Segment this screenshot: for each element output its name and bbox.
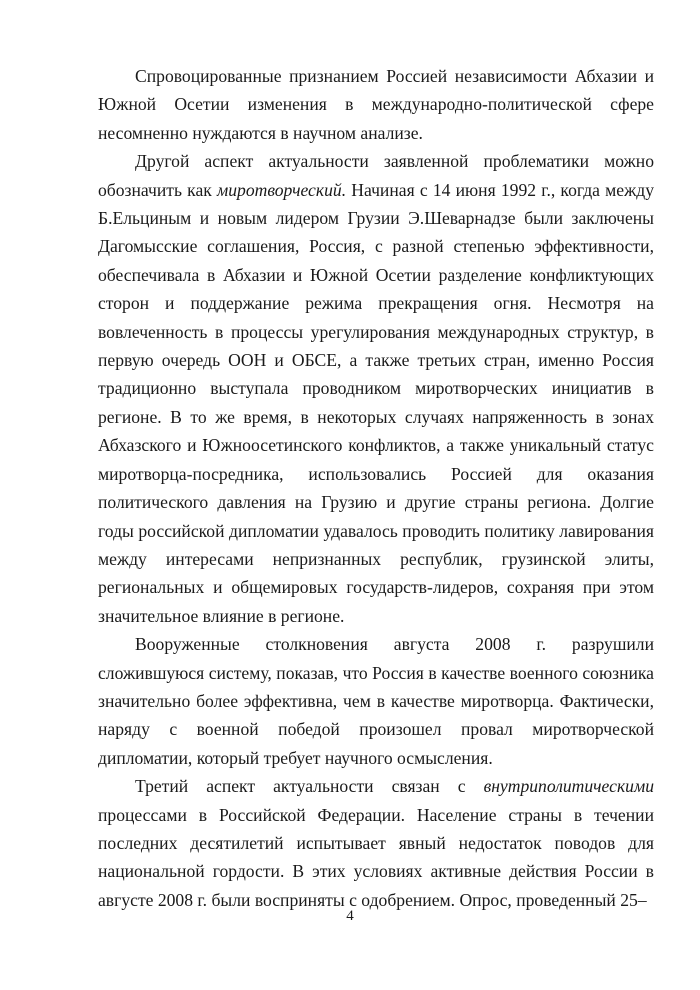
paragraph-2-italic-term: миротворческий.: [217, 179, 347, 200]
page-number: 4: [346, 908, 354, 924]
paragraph-4-italic-term: внутриполитическими: [483, 776, 654, 797]
paragraph-1-text: Спровоцированные признанием Россией независимости Абхазии и Южной Осетии изменения в международно-политической сфере несомненно нуждаются в научном анализе.: [98, 66, 654, 143]
paragraph-2: [98, 147, 654, 630]
body-text: [98, 62, 654, 914]
paragraph-4: [98, 772, 654, 914]
paragraph-3-text: Вооруженные столкновения августа 2008 г. разрушили сложившуюся систему, показав, что Россия в качестве военного союзника значительно более эффективна, чем в качестве миротворца. Фактически, наряду с военной победой произошел провал миротворческой дипломатии, который требует научного осмысления.: [98, 634, 654, 768]
paragraph-4-text-start: Третий аспект актуальности связан с: [135, 776, 484, 797]
paragraph-3: [98, 630, 654, 772]
paragraph-4-text-end: процессами в Российской Федерации. Население страны в течении последних десятилетий испытывает явный недостаток поводов для национальной гордости. В этих условиях активные действия России в августе 2008 г. были восприняты с одобрением. Опрос, проведенный 25–: [98, 804, 654, 910]
paragraph-1: [98, 62, 654, 147]
paragraph-2-text-start: Другой аспект актуальности заявленной проблематики можно обозначить как: [98, 151, 654, 200]
paragraph-2-text-end: Начиная с 14 июня 1992 г., когда между Б.Ельциным и новым лидером Грузии Э.Шеварнадзе были заключены Дагомысские соглашения, Россия, с разной степенью эффективности, обеспечивала в Абхазии и Южной Осетии разделение конфликтующих сторон и поддержание режима прекращения огня. Несмотря на вовлеченность в процессы урегулирования международных структур, в первую очередь ООН и ОБСЕ, а также третьих стран, именно Россия традиционно выступала проводником миротворческих инициатив в регионе. В то же время, в некоторых случаях напряженность в зонах Абхазского и Южноосетинского конфликтов, а также уникальный статус миротворца-посредника, использовались Россией для оказания политического давления на Грузию и другие страны региона. Долгие годы российской дипломатии удавалось проводить политику лавирования между интересами непризнанных республик, грузинской элиты, региональных и общемировых государств-лидеров, сохраняя при этом значительное влияние в регионе.: [98, 179, 654, 626]
